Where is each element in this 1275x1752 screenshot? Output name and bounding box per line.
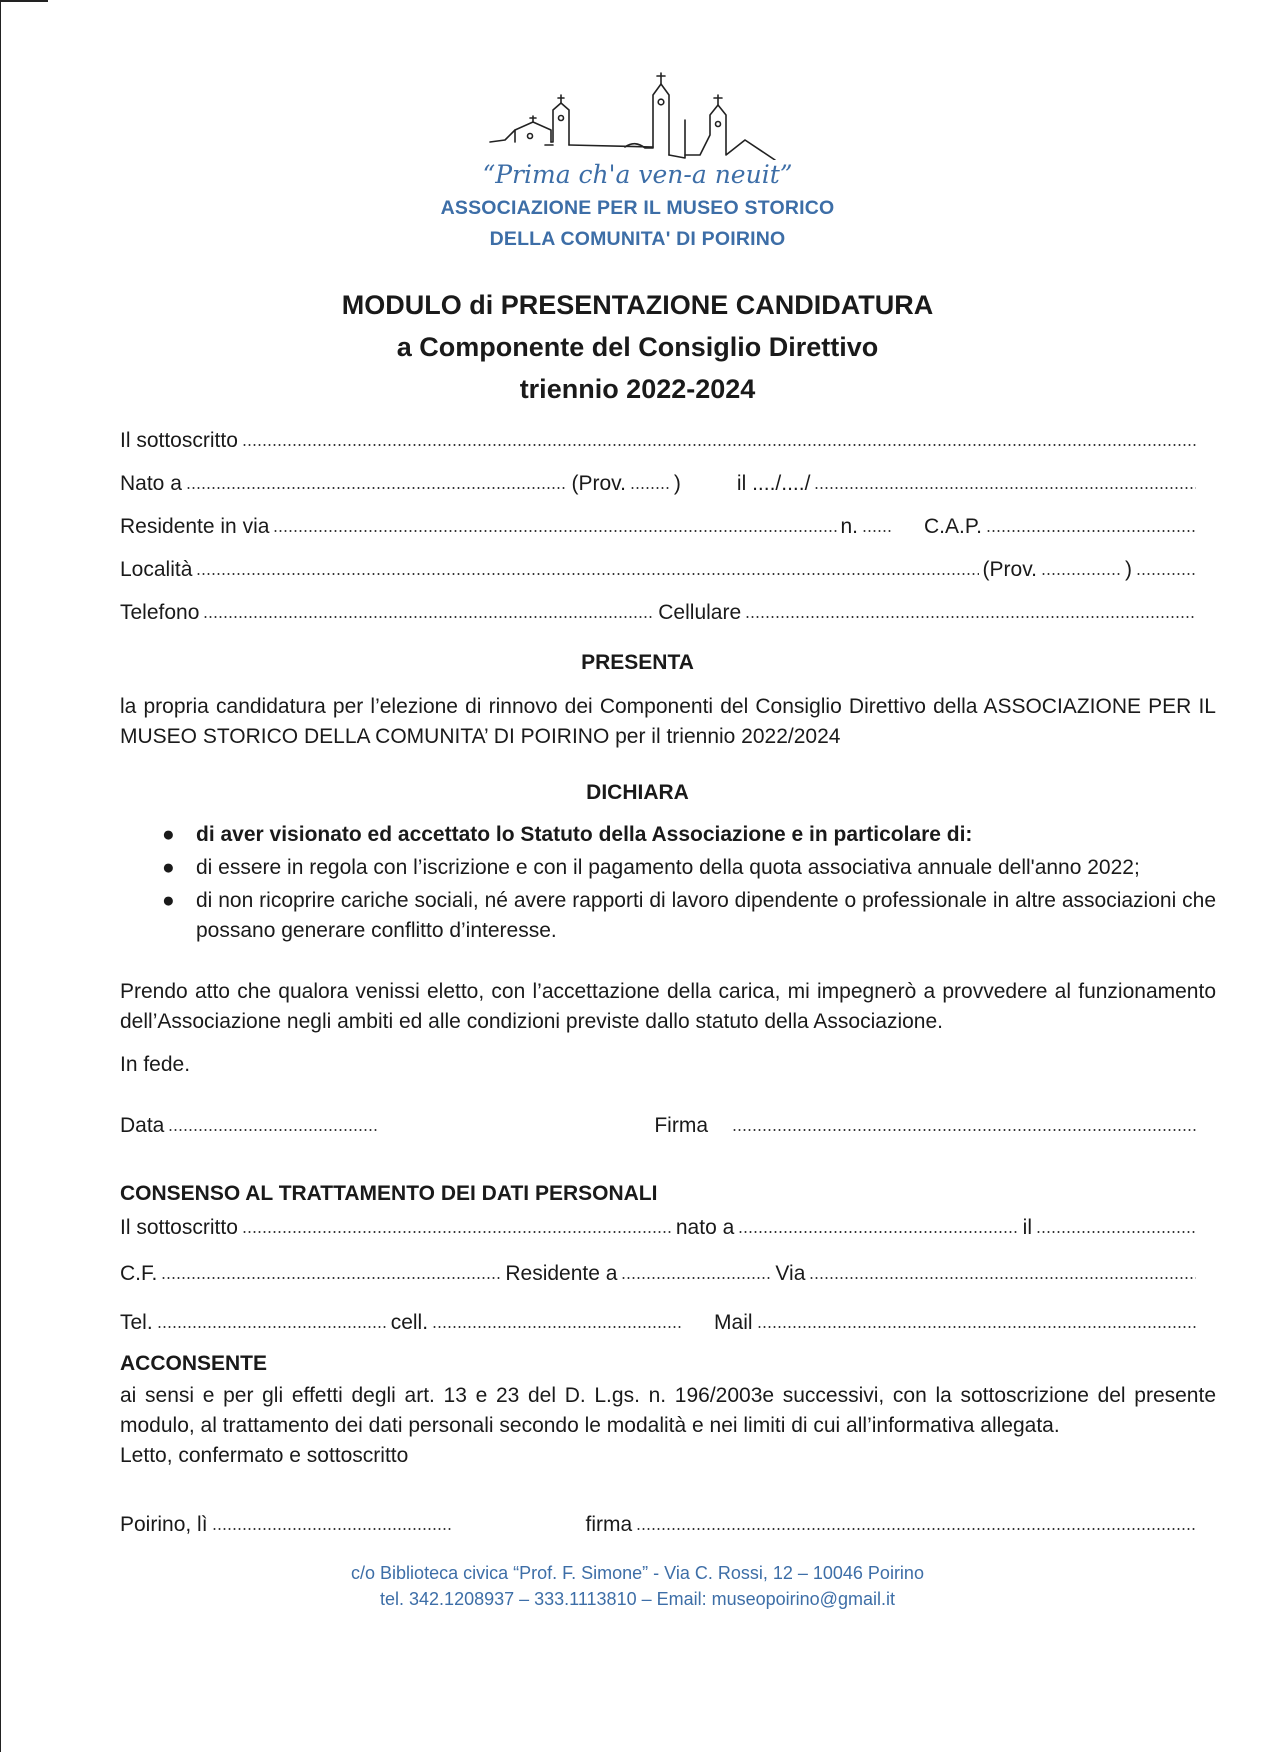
label-data: Data	[120, 1114, 165, 1137]
association-name-line2: DELLA COMUNITA' DI POIRINO	[489, 228, 786, 250]
dichiara-item	[120, 853, 1216, 883]
field-via[interactable]	[273, 529, 836, 533]
field-residente-a[interactable]	[621, 1276, 771, 1280]
label-prov: (Prov.	[571, 472, 626, 495]
field-data[interactable]	[168, 1128, 378, 1132]
dichiara-item	[120, 886, 1216, 946]
label-nato-a: Nato a	[120, 472, 182, 495]
label-consenso-il: il	[1022, 1216, 1032, 1239]
label-via: Via	[775, 1262, 806, 1285]
footer-contacts: tel. 342.1208937 – 333.1113810 – Email: museopoirino@gmail.it	[380, 1589, 895, 1609]
label-firma: Firma	[654, 1114, 709, 1137]
field-prov-2[interactable]	[1041, 572, 1121, 576]
label-cellulare: Cellulare	[658, 601, 742, 624]
label-residente-via: Residente in via	[120, 515, 270, 538]
row-consenso-cf	[120, 1254, 1200, 1286]
field-mail[interactable]	[757, 1325, 1196, 1329]
row-luogo-firma	[120, 1505, 1200, 1537]
label-cell: cell.	[390, 1311, 429, 1334]
dichiara-item-text: di essere in regola con l’iscrizione e con il pagamento della quota associativa annuale dell'anno 2022;	[196, 856, 1140, 879]
row-sottoscritto	[120, 421, 1200, 453]
row-data-firma	[120, 1106, 1200, 1138]
field-consenso-nome[interactable]	[242, 1230, 672, 1234]
field-consenso-il[interactable]	[1036, 1230, 1196, 1234]
label-telefono: Telefono	[120, 601, 200, 624]
field-cap[interactable]	[986, 529, 1196, 533]
field-tel[interactable]	[157, 1325, 387, 1329]
label-cf: C.F.	[120, 1262, 158, 1285]
label-mail: Mail	[714, 1311, 753, 1334]
row-localita	[120, 550, 1200, 582]
label-prov-2-close: )	[1125, 558, 1132, 581]
row-consenso-contatti	[120, 1303, 1200, 1335]
field-firma-finale[interactable]	[636, 1527, 1196, 1531]
town-skyline-icon	[485, 70, 825, 160]
form-title-line2: a Componente del Consiglio Direttivo	[396, 332, 879, 362]
field-nato-a[interactable]	[186, 486, 568, 490]
footer-address: c/o Biblioteca civica “Prof. F. Simone” - Via C. Rossi, 12 – 10046 Poirino	[351, 1563, 924, 1583]
prendo-atto-text: Prendo atto che qualora venissi eletto, con l’accettazione della carica, mi impegnerò a provvedere al funzionamento dell’Associazione negli ambiti ed alle condizioni previste dallo statuto della Associazione.	[120, 980, 1216, 1033]
dichiara-list	[120, 820, 1216, 949]
association-name-line1: ASSOCIAZIONE PER IL MUSEO STORICO	[440, 197, 835, 219]
field-sottoscritto[interactable]	[242, 443, 1196, 447]
form-title-line3: triennio 2022-2024	[519, 374, 756, 404]
scan-edge	[0, 0, 1, 1752]
label-consenso-sottoscritto: Il sottoscritto	[120, 1216, 238, 1239]
label-data-nascita: il ..../..../	[736, 472, 811, 495]
in-fede: In fede.	[120, 1053, 191, 1076]
field-cell[interactable]	[432, 1325, 682, 1329]
field-cf[interactable]	[161, 1276, 501, 1280]
bullet-icon: ●	[162, 823, 175, 846]
label-cap: C.A.P.	[924, 515, 982, 538]
label-tel: Tel.	[120, 1311, 153, 1334]
field-telefono[interactable]	[203, 615, 654, 619]
heading-consenso: CONSENSO AL TRATTAMENTO DEI DATI PERSONALI	[120, 1182, 658, 1205]
dichiara-item-text: di non ricoprire cariche sociali, né avere rapporti di lavoro dipendente o professionale in altre associazioni che possano generare conflitto d’interesse.	[196, 889, 1216, 942]
dichiara-item-text: di aver visionato ed accettato lo Statuto della Associazione e in particolare di:	[196, 823, 973, 846]
field-prov-2-tail	[1136, 572, 1196, 576]
label-consenso-nato-a: nato a	[675, 1216, 735, 1239]
presenta-text: la propria candidatura per l’elezione di rinnovo dei Componenti del Consiglio Direttivo della ASSOCIAZIONE PER IL MUSEO STORICO DELLA COMUNITA’ DI POIRINO per il triennio 2022/2024	[120, 695, 1216, 748]
label-prov-2: (Prov.	[982, 558, 1037, 581]
field-data-luogo[interactable]	[212, 1527, 452, 1531]
scan-corner	[0, 0, 48, 2]
label-prov-close: )	[673, 472, 681, 495]
field-prov[interactable]	[630, 486, 670, 490]
acconsente-text: ai sensi e per gli effetti degli art. 13 e 23 del D. L.gs. n. 196/2003e successivi, con la sottoscrizione del presente modulo, al trattamento dei dati personali secondo le modalità e nei limiti di cui all’informativa allegata.	[120, 1384, 1216, 1437]
field-via-consenso[interactable]	[809, 1276, 1196, 1280]
label-localita: Località	[120, 558, 193, 581]
row-nascita	[120, 464, 1200, 496]
label-poirino: Poirino, lì	[120, 1513, 208, 1536]
label-firma-finale: firma	[585, 1513, 633, 1536]
field-numero[interactable]	[862, 529, 892, 533]
label-residente-a: Residente a	[505, 1262, 618, 1285]
field-cellulare[interactable]	[745, 615, 1196, 619]
field-data-nascita[interactable]	[814, 486, 1196, 490]
row-consenso-sottoscritto	[120, 1208, 1200, 1240]
field-firma[interactable]	[732, 1128, 1196, 1132]
dichiara-item	[120, 820, 1216, 850]
row-telefono	[120, 593, 1200, 625]
field-localita[interactable]	[196, 572, 978, 576]
heading-dichiara: DICHIARA	[586, 781, 689, 804]
letto-confermato: Letto, confermato e sottoscritto	[120, 1444, 409, 1467]
form-title-line1: MODULO di PRESENTAZIONE CANDIDATURA	[341, 290, 934, 320]
bullet-icon: ●	[162, 889, 175, 912]
heading-presenta: PRESENTA	[581, 651, 694, 674]
association-motto: “Prima ch'a ven-a neuit”	[482, 160, 793, 189]
label-numero: n.	[840, 515, 859, 538]
bullet-icon: ●	[162, 856, 175, 879]
heading-acconsente: ACCONSENTE	[120, 1352, 268, 1375]
field-consenso-nato-a[interactable]	[738, 1230, 1018, 1234]
row-residenza	[120, 507, 1200, 539]
label-sottoscritto: Il sottoscritto	[120, 429, 238, 452]
